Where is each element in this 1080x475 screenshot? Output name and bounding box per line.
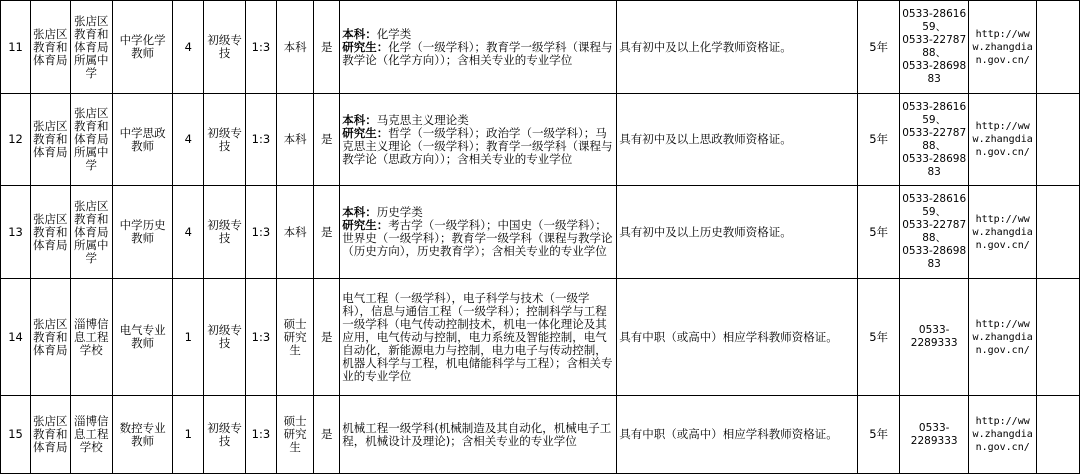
major-requirement-label: 研究生：: [342, 39, 389, 54]
phone-number: 0533-2278788、: [902, 34, 967, 59]
ratio-cell: 1:3: [245, 94, 276, 186]
major-requirement-line: [342, 292, 614, 383]
degree-flag-cell: 是: [314, 396, 340, 474]
major-requirement-line: [342, 127, 614, 166]
position-cell: 电气专业教师: [113, 279, 173, 396]
contact-phone-cell: [900, 279, 968, 396]
website-link[interactable]: http://www.zhangdian.gov.cn/: [968, 94, 1036, 186]
table-row: [1, 1, 1080, 94]
service-years-cell: 5年: [857, 1, 900, 94]
education-cell: 本科: [276, 94, 313, 186]
department-cell: 张店区教育和体育局: [31, 279, 70, 396]
position-cell: 中学思政教师: [113, 94, 173, 186]
remarks-cell: [1037, 94, 1080, 186]
education-cell: 本科: [276, 186, 313, 279]
headcount-cell: 4: [173, 1, 204, 94]
ratio-cell: 1:3: [245, 186, 276, 279]
major-requirement-line: [342, 219, 614, 258]
major-requirement-text: 机械工程一级学科(机械制造及其自动化，机械电子工程，机械设计及理论)；含相关专业的专业学位: [342, 420, 612, 448]
major-requirement-cell: [340, 279, 617, 396]
certificate-requirement-cell: 具有中职（或高中）相应学科教师资格证。: [617, 396, 858, 474]
headcount-cell: 4: [173, 94, 204, 186]
remarks-cell: [1037, 396, 1080, 474]
ratio-cell: 1:3: [245, 279, 276, 396]
department-cell: 张店区教育和体育局: [31, 94, 70, 186]
education-cell: 硕士研究生: [276, 396, 313, 474]
website-link[interactable]: http://www.zhangdian.gov.cn/: [968, 1, 1036, 94]
ratio-cell: 1:3: [245, 1, 276, 94]
degree-flag-cell: 是: [314, 1, 340, 94]
phone-number: 0533-2861659、: [902, 100, 967, 126]
major-requirement-text: 电气工程（一级学科），电子科学与技术（一级学科），信息与通信工程（一级学科）；控制科学与工程一级学科（电气传动控制技术，机电一体化理论及其应用，电气传动与控制，电力系统及智能控制，电气自动化，新能源电力与控制，电力电子与传动控制，机器人科学与工程，机电储能科学与工程）；含相关专业的专业学位: [342, 290, 613, 383]
major-requirement-text: 哲学（一级学科）；政治学（一级学科）；马克思主义理论（一级学科）；教育学一级学科（课程与教学论（思政方向））；含相关专业的专业学位: [342, 125, 613, 166]
headcount-cell: 1: [173, 396, 204, 474]
service-years-cell: 5年: [857, 279, 900, 396]
job-level-cell: 初级专技: [204, 279, 246, 396]
service-years-cell: 5年: [857, 396, 900, 474]
unit-cell: 张店区教育和体育局所属中学: [70, 186, 113, 279]
education-cell: 硕士研究生: [276, 279, 313, 396]
major-requirement-cell: [340, 186, 617, 279]
contact-phone-cell: [900, 94, 968, 186]
education-cell: 本科: [276, 1, 313, 94]
unit-cell: 淄博信息工程学校: [70, 396, 113, 474]
major-requirement-label: 研究生：: [342, 218, 389, 232]
job-level-cell: 初级专技: [204, 1, 246, 94]
certificate-requirement-cell: 具有初中及以上思政教师资格证。: [617, 94, 858, 186]
position-cell: 中学历史教师: [113, 186, 173, 279]
website-link[interactable]: http://www.zhangdian.gov.cn/: [968, 186, 1036, 279]
table-row: [1, 186, 1080, 279]
remarks-cell: [1037, 186, 1080, 279]
job-level-cell: 初级专技: [204, 396, 246, 474]
website-link[interactable]: http://www.zhangdian.gov.cn/: [968, 279, 1036, 396]
row-number-cell: 15: [1, 396, 31, 474]
major-requirement-text: 考古学（一级学科）；中国史（一级学科）；世界史（一级学科）；教育学一级学科（课程与教学论（历史方向），历史教育学）；含相关专业的专业学位: [342, 218, 613, 258]
phone-number: 0533-2869883: [902, 152, 967, 178]
major-requirement-cell: [340, 396, 617, 474]
phone-number: 0533-2869883: [902, 60, 967, 85]
phone-number: 0533-: [918, 421, 950, 434]
major-requirement-label: 本科：: [342, 205, 377, 219]
certificate-requirement-cell: 具有初中及以上化学教师资格证。: [617, 1, 858, 94]
degree-flag-cell: 是: [314, 94, 340, 186]
contact-phone-cell: [900, 1, 968, 94]
headcount-cell: 1: [173, 279, 204, 396]
phone-number: 0533-2278788、: [902, 126, 967, 152]
unit-cell: 淄博信息工程学校: [70, 279, 113, 396]
row-number-cell: 11: [1, 1, 31, 94]
remarks-cell: [1037, 1, 1080, 94]
major-requirement-label: 本科：: [342, 112, 377, 127]
service-years-cell: 5年: [857, 186, 900, 279]
major-requirement-line: [342, 422, 614, 448]
certificate-requirement-cell: 具有初中及以上历史教师资格证。: [617, 186, 858, 279]
phone-number: 0533-2278788、: [902, 219, 967, 244]
job-level-cell: 初级专技: [204, 186, 246, 279]
phone-number: 0533-: [918, 324, 950, 336]
position-cell: 中学化学教师: [113, 1, 173, 94]
phone-number: 2289333: [910, 434, 958, 447]
contact-phone-cell: [900, 186, 968, 279]
contact-phone-cell: [900, 396, 968, 474]
major-requirement-cell: [340, 94, 617, 186]
department-cell: 张店区教育和体育局: [31, 396, 70, 474]
table-row: [1, 396, 1080, 474]
website-link[interactable]: http://www.zhangdian.gov.cn/: [968, 396, 1036, 474]
major-requirement-label: 本科：: [342, 26, 377, 41]
department-cell: 张店区教育和体育局: [31, 186, 70, 279]
table-row: [1, 279, 1080, 396]
row-number-cell: 13: [1, 186, 31, 279]
job-level-cell: 初级专技: [204, 94, 246, 186]
row-number-cell: 14: [1, 279, 31, 396]
major-requirement-text: 化学类: [376, 26, 412, 41]
phone-number: 0533-2861659、: [902, 8, 967, 33]
headcount-cell: 4: [173, 186, 204, 279]
unit-cell: 张店区教育和体育局所属中学: [70, 94, 113, 186]
major-requirement-text: 马克思主义理论类: [376, 112, 469, 127]
major-requirement-cell: [340, 1, 617, 94]
service-years-cell: 5年: [857, 94, 900, 186]
remarks-cell: [1037, 279, 1080, 396]
row-number-cell: 12: [1, 94, 31, 186]
major-requirement-text: 化学（一级学科）；教育学一级学科（课程与教学论（化学方向））；含相关专业的专业学位: [342, 39, 613, 67]
degree-flag-cell: 是: [314, 279, 340, 396]
major-requirement-label: 研究生：: [342, 125, 389, 140]
certificate-requirement-cell: 具有中职（或高中）相应学科教师资格证。: [617, 279, 858, 396]
degree-flag-cell: 是: [314, 186, 340, 279]
phone-number: 0533-2869883: [902, 245, 967, 270]
major-requirement-line: [342, 41, 614, 67]
unit-cell: 张店区教育和体育局所属中学: [70, 1, 113, 94]
position-cell: 数控专业教师: [113, 396, 173, 474]
department-cell: 张店区教育和体育局: [31, 1, 70, 94]
table-row: [1, 94, 1080, 186]
ratio-cell: 1:3: [245, 396, 276, 474]
phone-number: 2289333: [910, 337, 958, 349]
major-requirement-text: 历史学类: [376, 205, 423, 219]
phone-number: 0533-2861659、: [902, 193, 967, 218]
